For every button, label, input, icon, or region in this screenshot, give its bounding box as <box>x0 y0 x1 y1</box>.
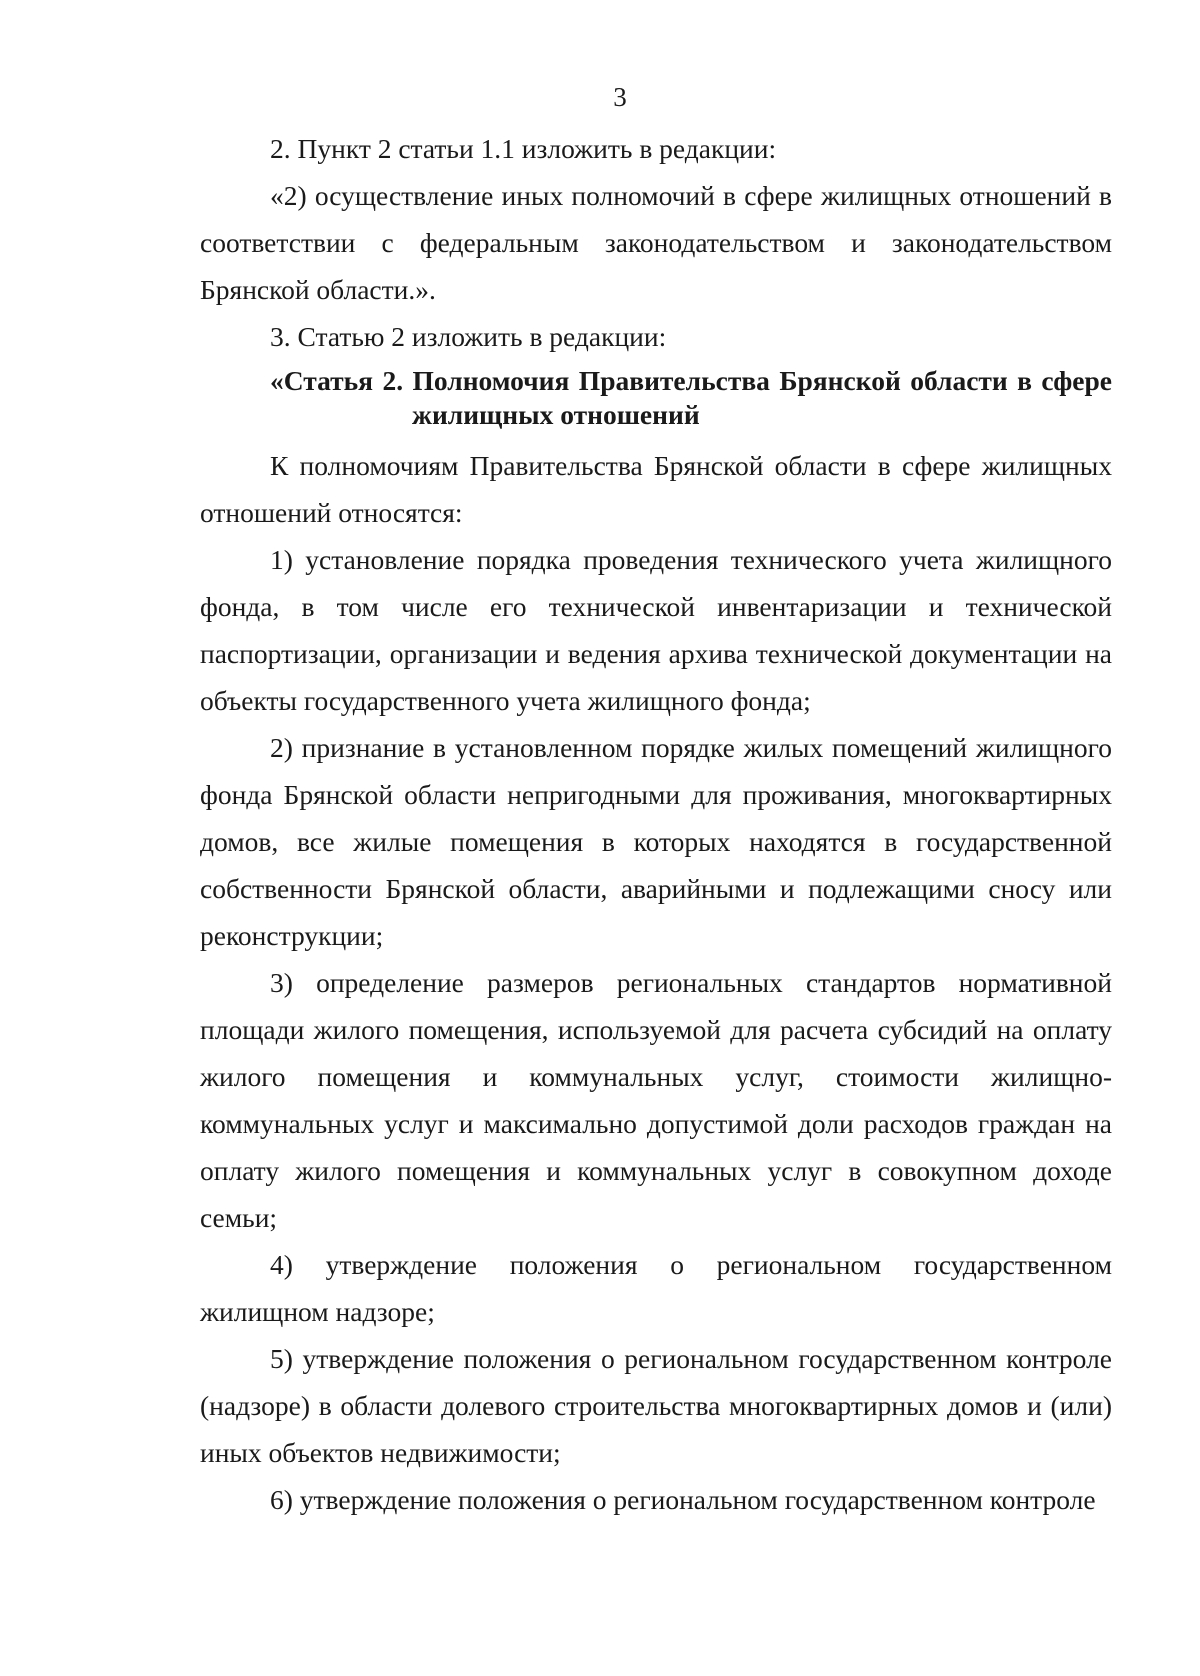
article-heading <box>200 360 1112 442</box>
article-intro: К полномочиям Правительства Брянской области в сфере жилищных отношений относятся: <box>200 450 1112 528</box>
paragraph-amend-article-2: 3. Статью 2 изложить в редакции: <box>270 321 667 352</box>
page-number: 3 <box>613 82 627 112</box>
list-item-1: 1) установление порядка проведения технического учета жилищного фонда, в том числе его технической инвентаризации и технической паспортизации, организации и ведения архива технической документации на объекты государственного учета жилищного фонда; <box>200 544 1112 716</box>
list-item-5: 5) утверждение положения о региональном государственном контроле (надзоре) в области долевого строительства многоквартирных домов и (или) иных объектов недвижимости; <box>200 1343 1112 1468</box>
list-item-3: 3) определение размеров региональных стандартов нормативной площади жилого помещения, используемой для расчета субсидий на оплату жилого помещения и коммунальных услуг, стоимости жилищно-коммунальных услуг и максимально допустимой доли расходов граждан на оплату жилого помещения и коммунальных услуг в совокупном доходе семьи; <box>200 967 1112 1233</box>
article-heading-line-1: «Статья 2. Полномочия Правительства Брянской области в сфере <box>270 365 1112 396</box>
article-heading-line-2: жилищных отношений <box>412 399 700 430</box>
list-item-2: 2) признание в установленном порядке жилых помещений жилищного фонда Брянской области непригодными для проживания, многоквартирных домов, все жилые помещения в которых находятся в государственной собственности Брянской области, аварийными и подлежащими сносу или реконструкции; <box>200 732 1112 951</box>
paragraph-amend-item-2-text: «2) осуществление иных полномочий в сфере жилищных отношений в соответствии с федеральным законодательством и законодательством Брянской области.». <box>200 180 1112 305</box>
paragraph-amend-item-2: 2. Пункт 2 статьи 1.1 изложить в редакции: <box>270 133 777 164</box>
list-item-6: 6) утверждение положения о региональном государственном контроле <box>270 1484 1096 1515</box>
list-item-4: 4) утверждение положения о региональном государственном жилищном надзоре; <box>200 1249 1112 1327</box>
document-body <box>200 125 1112 1523</box>
